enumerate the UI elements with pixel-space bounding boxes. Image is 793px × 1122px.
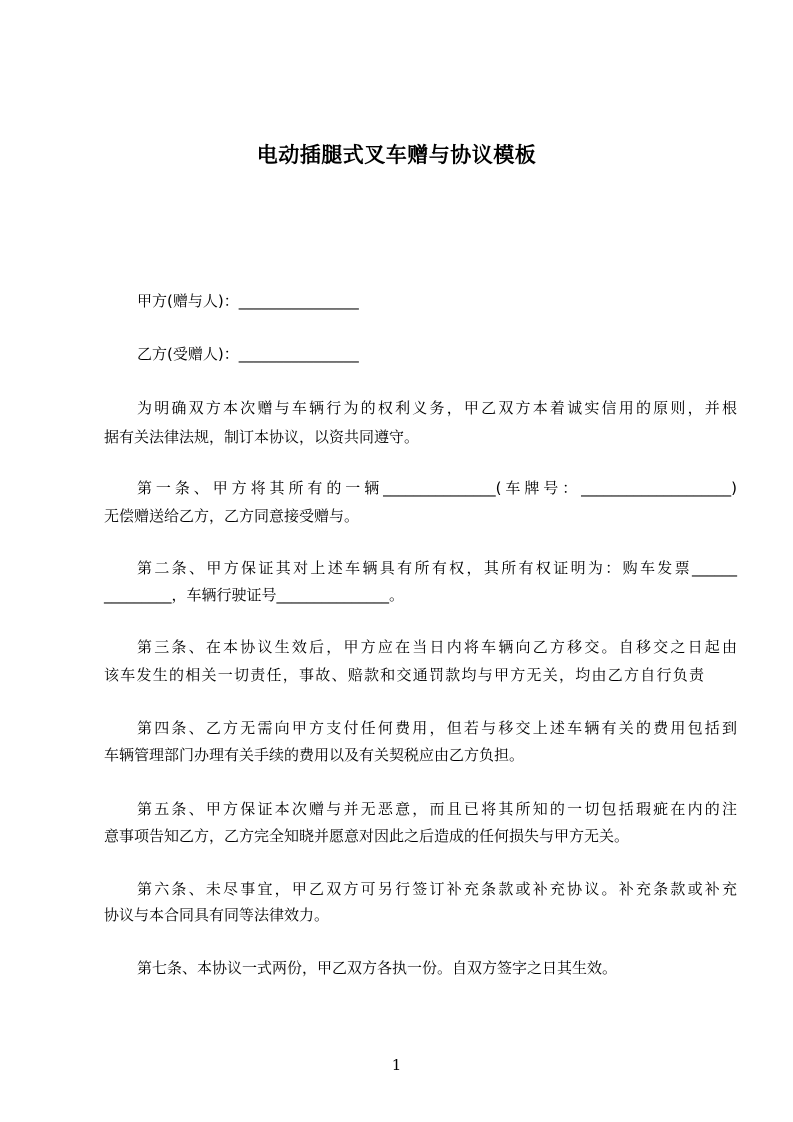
article-6-line-2: 协议与本合同具有同等法律效力。 — [104, 906, 330, 924]
party-b-line: 乙方(受赠人)：________________ — [137, 345, 359, 363]
article-7-line: 第七条、本协议一式两份，甲乙双方各执一份。自双方签字之日其生效。 — [137, 959, 618, 977]
page-number: 1 — [391, 1056, 402, 1074]
article-5-line-2: 意事项告知乙方，乙方完全知晓并愿意对因此之后造成的任何损失与甲方无关。 — [104, 827, 630, 845]
preamble-line-2: 据有关法律法规，制订本协议，以资共同遵守。 — [104, 428, 420, 446]
article-3-line-1: 第三条、在本协议生效后，甲方应在当日内将车辆向乙方移交。自移交之日起由 — [137, 638, 737, 656]
article-4-line-2: 车辆管理部门办理有关手续的费用以及有关契税应由乙方负担。 — [104, 746, 525, 764]
preamble-line-1: 为明确双方本次赠与车辆行为的权利义务，甲乙双方本着诚实信用的原则，并根 — [137, 399, 737, 417]
article-3-line-2: 该车发生的相关一切责任，事故、赔款和交通罚款均与甲方无关，均由乙方自行负责 — [104, 666, 704, 684]
article-2-line-1: 第二条、甲方保证其对上述车辆具有所有权，其所有权证明为：购车发票______ — [137, 559, 737, 577]
article-1-line-1: 第一条、甲方将其所有的一辆_______________(车牌号：____________________) — [137, 479, 737, 497]
document-title: 电动插腿式叉车赠与协议模板 — [256, 143, 537, 167]
article-1-line-2: 无偿赠送给乙方，乙方同意接受赠与。 — [104, 507, 360, 525]
article-4-line-1: 第四条、乙方无需向甲方支付任何费用，但若与移交上述车辆有关的费用包括到 — [137, 719, 737, 737]
article-5-line-1: 第五条、甲方保证本次赠与并无恶意，而且已将其所知的一切包括瑕疵在内的注 — [137, 800, 737, 818]
article-2-line-2: _________，车辆行驶证号_______________。 — [104, 586, 405, 604]
article-6-line-1: 第六条、未尽事宜，甲乙双方可另行签订补充条款或补充协议。补充条款或补充 — [137, 880, 737, 898]
party-a-line: 甲方(赠与人)：________________ — [137, 292, 359, 310]
